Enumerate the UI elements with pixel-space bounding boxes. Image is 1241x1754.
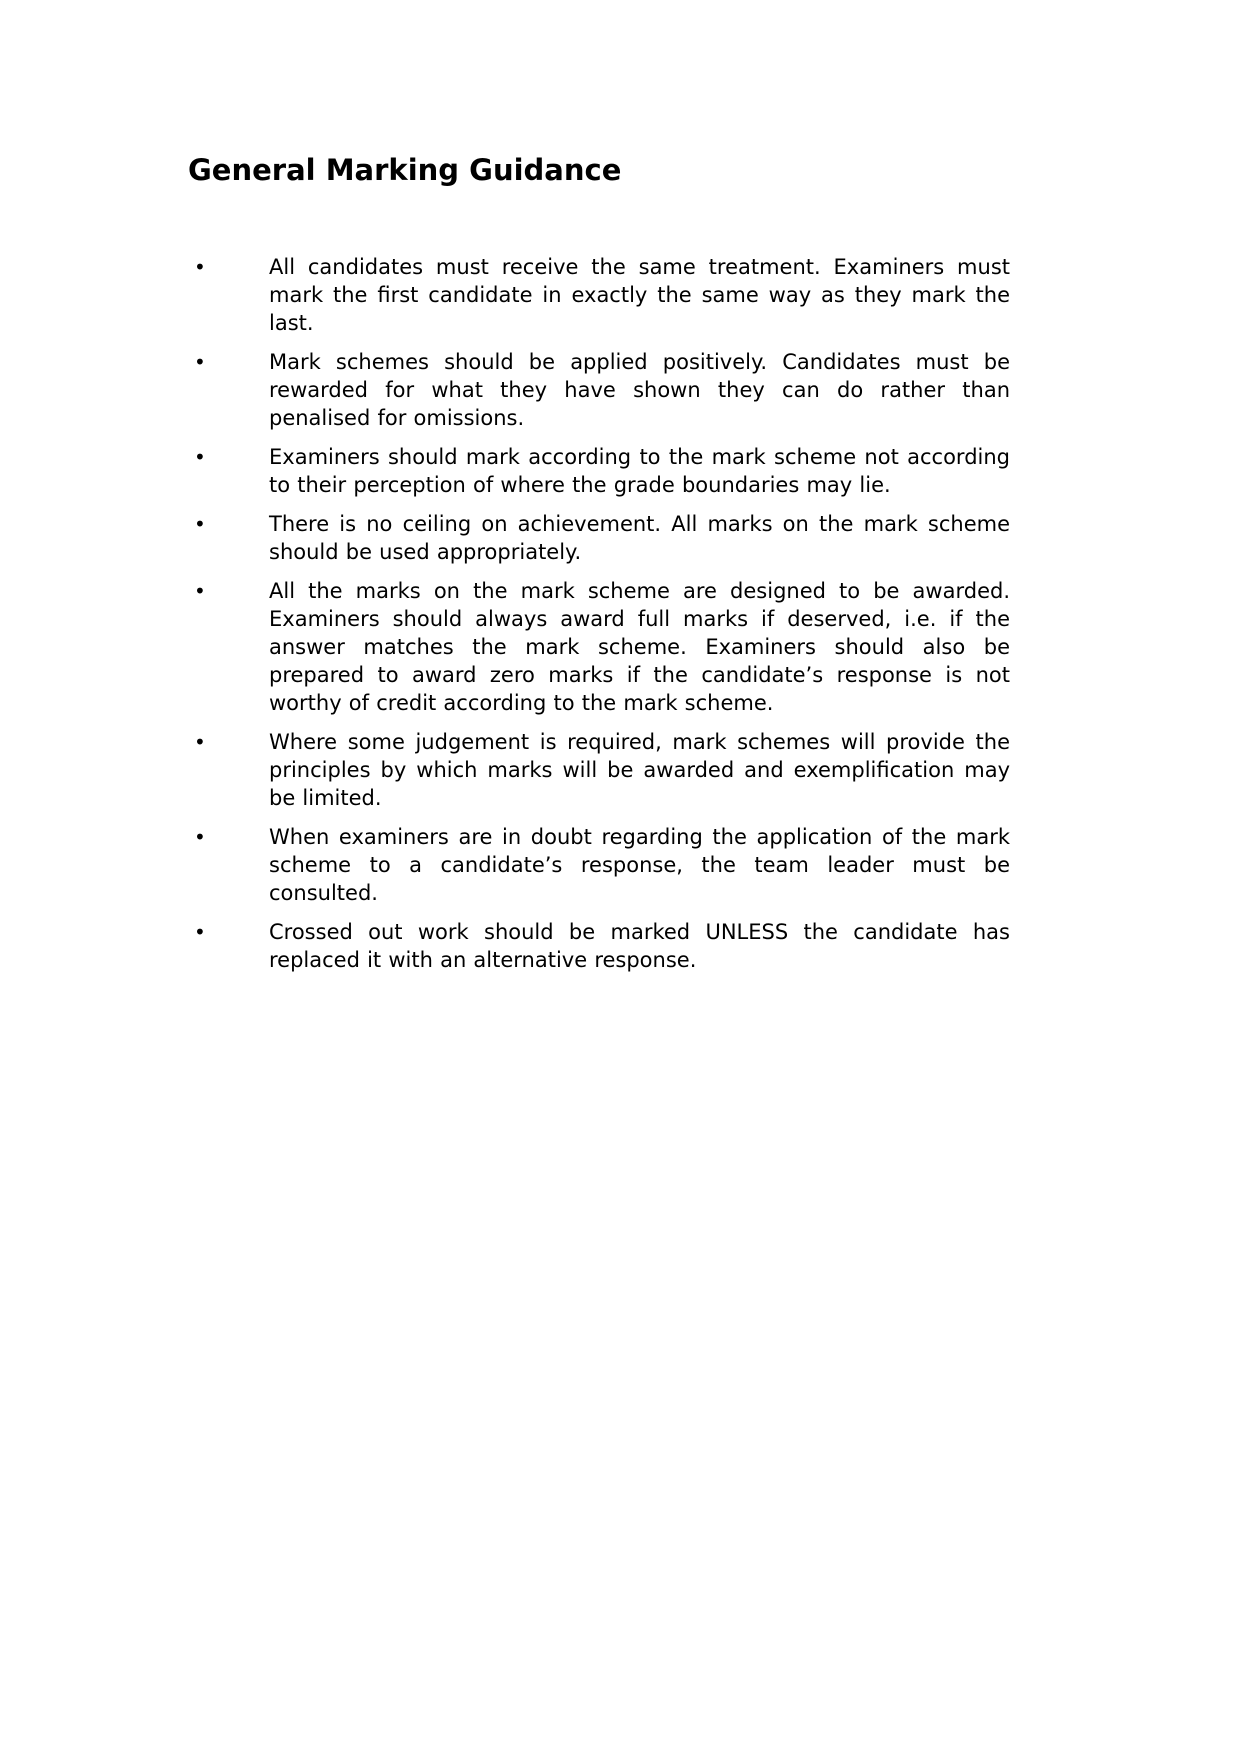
list-item-text: All the marks on the mark scheme are designed to be awarded. Examiners should always award full marks if deserved, i.e. if the answer matches the mark scheme. Examiners should also be prepared to award zero marks if the candidate’s response is not worthy of credit according to the mark scheme. (269, 579, 1010, 715)
bullet-icon: • (194, 730, 206, 754)
list-item (188, 728, 1010, 812)
guidance-list (188, 253, 1010, 985)
bullet-icon: • (194, 350, 206, 374)
list-item (188, 918, 1010, 974)
list-item-text: When examiners are in doubt regarding the application of the mark scheme to a candidate’s response, the team leader must be consulted. (269, 825, 1010, 905)
list-item (188, 443, 1010, 499)
bullet-icon: • (194, 920, 206, 944)
bullet-icon: • (194, 825, 206, 849)
bullet-icon: • (194, 579, 206, 603)
list-item (188, 823, 1010, 907)
list-item-text: Mark schemes should be applied positively. Candidates must be rewarded for what they have shown they can do rather than penalised for omissions. (269, 350, 1010, 430)
bullet-icon: • (194, 512, 206, 536)
list-item (188, 253, 1010, 337)
page-title: General Marking Guidance (188, 153, 622, 187)
list-item-text: Where some judgement is required, mark schemes will provide the principles by which marks will be awarded and exemplification may be limited. (269, 730, 1010, 810)
list-item (188, 348, 1010, 432)
bullet-icon: • (194, 255, 206, 279)
list-item-text: There is no ceiling on achievement. All marks on the mark scheme should be used appropriately. (269, 512, 1010, 564)
list-item (188, 577, 1010, 717)
list-item-text: All candidates must receive the same treatment. Examiners must mark the first candidate in exactly the same way as they mark the last. (269, 255, 1010, 335)
bullet-icon: • (194, 445, 206, 469)
list-item-text: Examiners should mark according to the mark scheme not according to their perception of where the grade boundaries may lie. (269, 445, 1010, 497)
list-item-text: Crossed out work should be marked UNLESS the candidate has replaced it with an alternative response. (269, 920, 1010, 972)
list-item (188, 510, 1010, 566)
